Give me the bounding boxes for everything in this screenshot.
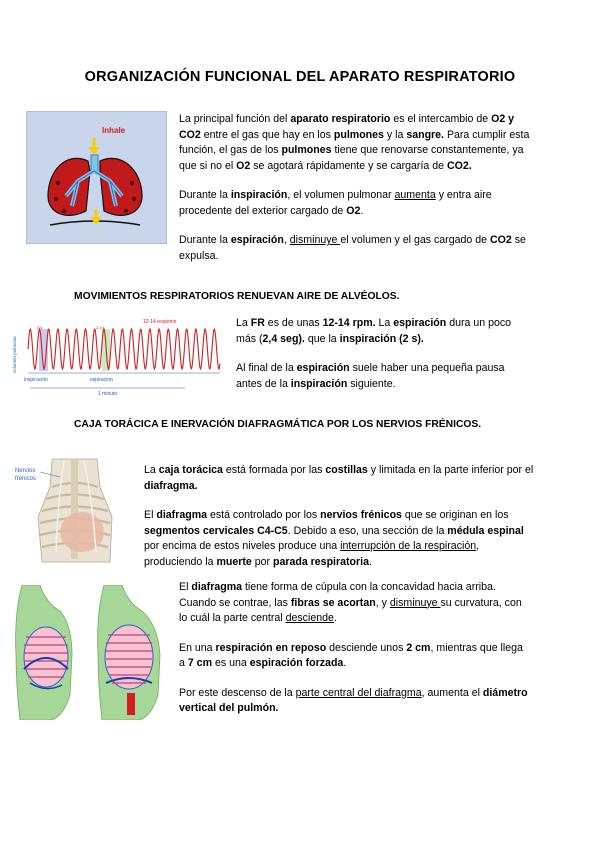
- text-segment: .: [333, 612, 337, 624]
- text-segment: interrupción de la respiración: [340, 540, 477, 552]
- text-segment: pulmones: [281, 144, 332, 156]
- text-segment: diafragma: [191, 581, 243, 593]
- text-segment: está formada por las: [222, 464, 326, 476]
- section4-text: [179, 580, 531, 717]
- text-segment: que se originan en los: [401, 509, 509, 521]
- text-segment: La principal función del: [179, 113, 291, 125]
- marker-esp-label: 2,4 s: [96, 325, 105, 330]
- text-segment: 12-14 rpm.: [322, 317, 376, 329]
- text-segment: dura un poco más (: [236, 317, 512, 345]
- text-segment: Durante la: [179, 234, 231, 246]
- text-segment: es una: [212, 657, 250, 669]
- text-segment: El: [179, 581, 192, 593]
- text-segment: Al final de la: [236, 362, 297, 374]
- text-segment: sangre.: [406, 128, 444, 141]
- text-segment: costillas: [325, 464, 368, 476]
- body-exhale-icon: [16, 585, 72, 720]
- text-segment: se expulsa.: [179, 234, 526, 262]
- waveform-top-label: 12-14 resp/min: [143, 319, 177, 325]
- text-segment: , aumenta el: [421, 686, 483, 699]
- text-segment: disminuye: [389, 596, 441, 609]
- text-segment: fibras se acortan: [290, 596, 376, 609]
- section3-paragraph-1: [144, 463, 534, 494]
- text-segment: aumenta: [394, 189, 436, 201]
- text-segment: .: [343, 657, 347, 669]
- section2-heading: MOVIMIENTOS RESPIRATORIOS RENUEVAN AIRE DE ALVÉOLOS.: [74, 291, 400, 302]
- text-segment: que la: [304, 332, 340, 345]
- text-segment: Por este descenso de la: [179, 686, 296, 699]
- text-segment: respiración en reposo: [215, 641, 327, 654]
- page-title: ORGANIZACIÓN FUNCIONAL DEL APARATO RESPIRATORIO: [84, 69, 516, 85]
- waveform-line: [28, 329, 220, 369]
- text-segment: En una: [179, 641, 216, 654]
- section4-paragraph-1: [179, 580, 531, 627]
- text-segment: está controlado por los: [207, 509, 321, 521]
- figure-label-nervios: Nervios: [15, 468, 36, 474]
- text-segment: FR: [250, 317, 265, 329]
- text-segment: médula espinal: [447, 524, 524, 537]
- text-segment: .: [360, 204, 364, 217]
- text-segment: O2: [236, 159, 251, 172]
- text-segment: El: [144, 509, 157, 521]
- text-segment: se agotará rápidamente y se cargaría de: [250, 159, 447, 172]
- section2-text: [236, 316, 531, 392]
- section4-paragraph-2: [179, 641, 531, 672]
- inhale-label: Inhale: [102, 126, 126, 135]
- text-segment: 2 cm: [406, 641, 431, 654]
- text-segment: suele haber una pequeña pausa antes de la: [236, 362, 505, 390]
- respiratory-waveform-figure: [10, 315, 225, 400]
- text-segment: . Debido a eso, una sección de la: [287, 524, 448, 537]
- section1-paragraph-3: [179, 233, 531, 264]
- text-segment: muerte: [216, 555, 252, 568]
- text-segment: entre el gas que hay en los: [200, 128, 334, 141]
- text-segment: O2 y CO2: [179, 113, 515, 141]
- text-segment: diafragma: [156, 509, 208, 521]
- text-segment: diámetro vertical del pulmón.: [179, 686, 528, 714]
- text-segment: .: [368, 555, 372, 568]
- section2-paragraph-1: [236, 316, 531, 347]
- text-segment: pulmones: [333, 128, 384, 141]
- text-segment: tiene que renovarse constantemente, ya que si no el: [179, 144, 524, 172]
- text-segment: 2,4 seg).: [262, 332, 305, 345]
- text-segment: Para cumplir esta función, el gas de los: [179, 128, 530, 156]
- text-segment: La: [375, 317, 394, 329]
- section1-paragraph-1: [179, 112, 531, 174]
- text-segment: por: [251, 555, 273, 568]
- text-segment: inspiración (2 s).: [339, 332, 424, 345]
- section1-paragraph-2: [179, 188, 531, 219]
- text-segment: y limitada en la parte inferior por el: [367, 464, 534, 476]
- text-segment: espiración forzada: [249, 657, 344, 669]
- text-segment: inspiración: [230, 189, 288, 201]
- waveform-insp-label: inspiración: [24, 377, 48, 383]
- text-segment: parada respiratoria: [272, 555, 369, 568]
- text-segment: su curvatura, con lo cuál la parte central: [179, 596, 522, 624]
- text-segment: CO2.: [446, 159, 472, 172]
- text-segment: diafragma.: [144, 479, 198, 492]
- text-segment: , produciendo la: [144, 540, 480, 568]
- text-segment: el volumen y el gas cargado de: [340, 234, 490, 246]
- text-segment: , mientras que llega a: [179, 641, 523, 669]
- text-segment: ,: [283, 234, 290, 246]
- section4-paragraph-3: [179, 686, 531, 717]
- text-segment: tiene forma de cúpula con la concavidad hacia arriba. Cuando se contrae, las: [179, 581, 496, 609]
- text-segment: espiración: [230, 234, 284, 246]
- text-segment: nervios frénicos: [320, 509, 402, 521]
- lungs-figure: [26, 111, 167, 244]
- body-inhale-icon: [98, 585, 160, 720]
- text-segment: siguiente.: [347, 377, 396, 390]
- thorax-nerves-figure: [12, 457, 137, 570]
- text-segment: inspiración: [290, 377, 348, 390]
- text-segment: CO2: [489, 234, 512, 246]
- text-segment: parte central del diafragma: [295, 686, 422, 699]
- text-segment: disminuye: [289, 234, 341, 246]
- text-segment: por encima de estos niveles produce una: [144, 540, 341, 552]
- text-segment: Durante la: [179, 189, 231, 201]
- text-segment: , el volumen pulmonar: [287, 189, 395, 201]
- text-segment: espiración: [296, 362, 350, 374]
- section3-paragraph-2: [144, 508, 534, 570]
- section3-text: [144, 463, 534, 570]
- text-segment: La: [144, 464, 159, 476]
- marker-insp-label: 2 s: [37, 325, 43, 330]
- figure-label-frenicos: frénicos: [15, 476, 37, 482]
- waveform-esp-label: espiración: [90, 377, 113, 383]
- diaphragm-bodies-figure: [12, 585, 172, 720]
- text-segment: es de unas: [264, 317, 323, 329]
- section3-heading: CAJA TORÁCICA E INERVACIÓN DIAFRAGMÁTICA POR LOS NERVIOS FRÉNICOS.: [74, 419, 482, 430]
- text-segment: caja torácica: [158, 464, 223, 476]
- waveform-ylabel: volumen pulmonar: [12, 335, 17, 373]
- text-segment: O2: [346, 204, 361, 217]
- text-segment: es el intercambio de: [390, 113, 492, 125]
- text-segment: aparato respiratorio: [290, 113, 391, 125]
- section1-text: [179, 112, 531, 264]
- text-segment: y entra aire procedente del exterior cargado de: [179, 189, 492, 217]
- text-segment: espiración: [393, 317, 447, 329]
- text-segment: segmentos cervicales C4-C5: [144, 524, 288, 537]
- waveform-time-label: 1 minuto: [98, 391, 118, 397]
- section2-paragraph-2: [236, 361, 531, 392]
- text-segment: La: [236, 317, 251, 329]
- text-segment: , y: [375, 596, 390, 609]
- text-segment: y la: [383, 128, 407, 141]
- text-segment: desciende unos: [326, 641, 407, 654]
- text-segment: desciende: [285, 612, 334, 624]
- text-segment: 7 cm: [187, 657, 212, 669]
